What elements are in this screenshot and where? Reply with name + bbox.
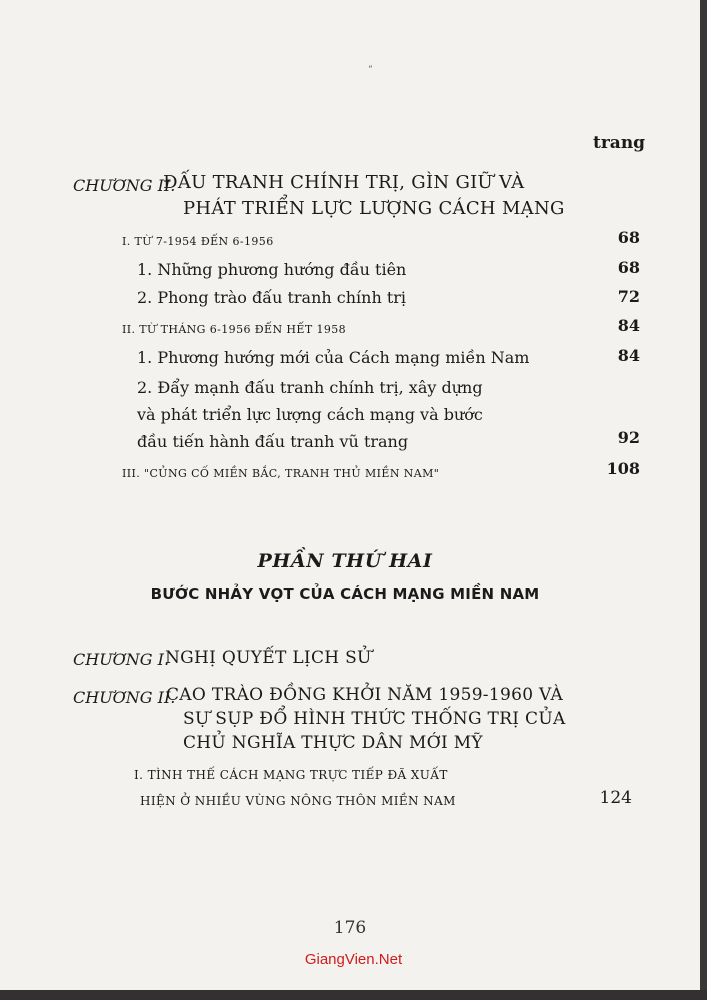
page-ref: 68 [617,228,640,247]
page-ref: 124 [599,788,632,808]
section-title: I. TÌNH THẾ CÁCH MẠNG TRỰC TIẾP ĐÃ XUẤT [134,768,448,782]
part-subtitle: BƯỚC NHẢY VỌT CỦA CÁCH MẠNG MIỀN NAM [150,585,540,603]
part-title: PHẦN THỨ HAI [257,550,433,572]
toc-item: 1. Những phương hướng đầu tiên [137,260,407,279]
chapter-label: CHƯƠNG II. [73,176,176,195]
section-title: I. TỪ 7-1954 ĐẾN 6-1956 [122,235,274,248]
section-title: III. "CỦNG CỐ MIỀN BẮC, TRANH THỦ MIỀN NAM" [122,467,440,480]
toc-item: đầu tiến hành đấu tranh vũ trang [137,432,409,451]
page-ref: 72 [617,287,640,306]
chapter-label: CHƯƠNG II. [73,688,176,707]
book-edge [700,0,707,1000]
page-column-header: trang [593,133,646,153]
chapter-title-line: CHỦ NGHĨA THỰC DÂN MỚI MỸ [183,733,483,753]
page-ref: 92 [617,428,640,447]
chapter-title-line: NGHỊ QUYẾT LỊCH SỬ [165,648,372,668]
toc-item: 2. Đẩy mạnh đấu tranh chính trị, xây dựng [137,378,483,397]
chapter-title-line: CAO TRÀO ĐỒNG KHỞI NĂM 1959-1960 VÀ [166,685,564,705]
page-ref: 84 [617,346,640,365]
page-ref: 84 [617,316,640,335]
chapter-label: CHƯƠNG I. [73,650,170,669]
section-title: HIỆN Ở NHIỀU VÙNG NÔNG THÔN MIỀN NAM [140,794,456,808]
top-mark: “ [368,65,373,75]
page-number: 176 [333,918,367,938]
section-title: II. TỪ THÁNG 6-1956 ĐẾN HẾT 1958 [122,323,347,336]
chapter-title-line: ĐẤU TRANH CHÍNH TRỊ, GÌN GIỮ VÀ [163,172,525,193]
toc-item: 1. Phương hướng mới của Cách mạng miền Nam [137,348,530,367]
page-ref: 108 [606,459,640,478]
watermark: GiangVien.Net [304,951,403,968]
book-edge [0,990,707,1000]
toc-item: và phát triển lực lượng cách mạng và bước [137,405,483,424]
page-ref: 68 [617,258,640,277]
toc-item: 2. Phong trào đấu tranh chính trị [137,288,407,307]
chapter-title-line: PHÁT TRIỂN LỰC LƯỢNG CÁCH MẠNG [183,198,565,219]
chapter-title-line: SỰ SỤP ĐỔ HÌNH THỨC THỐNG TRỊ CỦA [183,709,566,729]
